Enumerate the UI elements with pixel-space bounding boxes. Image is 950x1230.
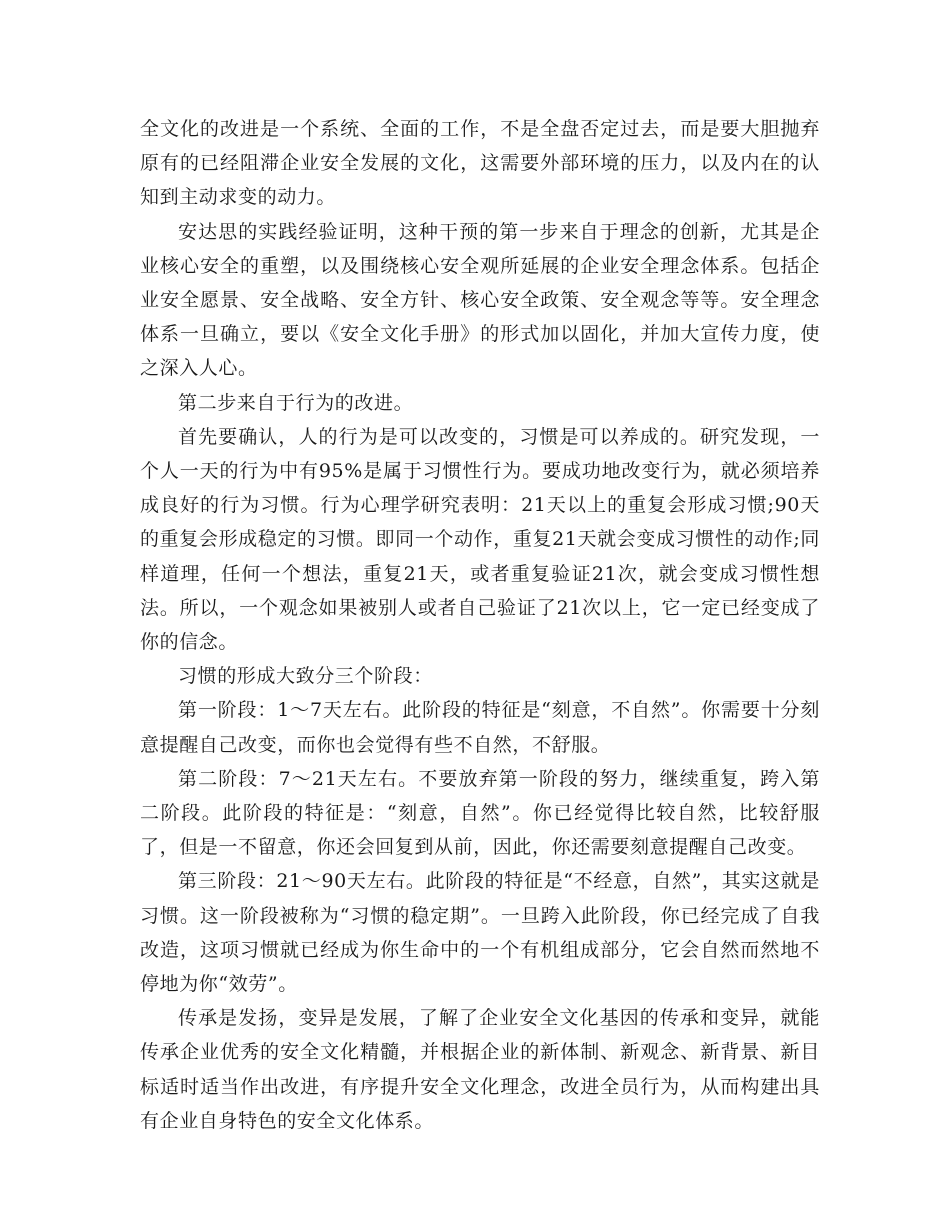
paragraph-conclusion: 传承是发扬，变异是发展，了解了企业安全文化基因的传承和变异，就能传承企业优秀的安全文化精髓，并根据企业的新体制、新观念、新背景、新目标适时适当作出改进，有序提升安全文化理念，改进全员行为，从而构建出具有企业自身特色的安全文化体系。: [140, 1007, 820, 1132]
paragraph-stage-three: 第三阶段：21～90天左右。此阶段的特征是“不经意，自然”，其实这就是习惯。这一阶段被称为“习惯的稳定期”。一旦跨入此阶段，你已经完成了自我改造，这项习惯就已经成为你生命中的一个有机组成部分，它会自然而然地不停地为你“效劳”。: [140, 870, 820, 996]
paragraph-idea-innovation: 安达思的实践经验证明，这种干预的第一步来自于理念的创新，尤其是企业核心安全的重塑，以及围绕核心安全观所延展的企业安全理念体系。包括企业安全愿景、安全战略、安全方针、核心安全政策、安全观念等等。安全理念体系一旦确立，要以《安全文化手册》的形式加以固化，并加大宣传力度，使之深入人心。: [140, 220, 820, 380]
document-body: [140, 112, 820, 1138]
paragraph-habit-stages-intro: 习惯的形成大致分三个阶段：: [178, 665, 433, 688]
paragraph-step-two: 第二步来自于行为的改进。: [178, 391, 414, 414]
paragraph-continuation: 全文化的改进是一个系统、全面的工作，不是全盘否定过去，而是要大胆抛弃原有的已经阻滞企业安全发展的文化，这需要外部环境的压力，以及内在的认知到主动求变的动力。: [140, 118, 820, 209]
paragraph-stage-one: 第一阶段：1～7天左右。此阶段的特征是“刻意，不自然”。你需要十分刻意提醒自己改变，而你也会觉得有些不自然，不舒服。: [140, 699, 820, 756]
paragraph-stage-two: 第二阶段：7～21天左右。不要放弃第一阶段的努力，继续重复，跨入第二阶段。此阶段的特征是：“刻意，自然”。你已经觉得比较自然，比较舒服了，但是一不留意，你还会回复到从前，因此，你还需要刻意提醒自己改变。: [140, 767, 820, 859]
paragraph-habit-research: 首先要确认，人的行为是可以改变的，习惯是可以养成的。研究发现，一个人一天的行为中有95%是属于习惯性行为。要成功地改变行为，就必须培养成良好的行为习惯。行为心理学研究表明：21天以上的重复会形成习惯;90天的重复会形成稳定的习惯。即同一个动作，重复21天就会变成习惯性的动作;同样道理，任何一个想法，重复21天，或者重复验证21次，就会变成习惯性想法。所以，一个观念如果被别人或者自己验证了21次以上，它一定已经变成了你的信念。: [140, 425, 820, 654]
